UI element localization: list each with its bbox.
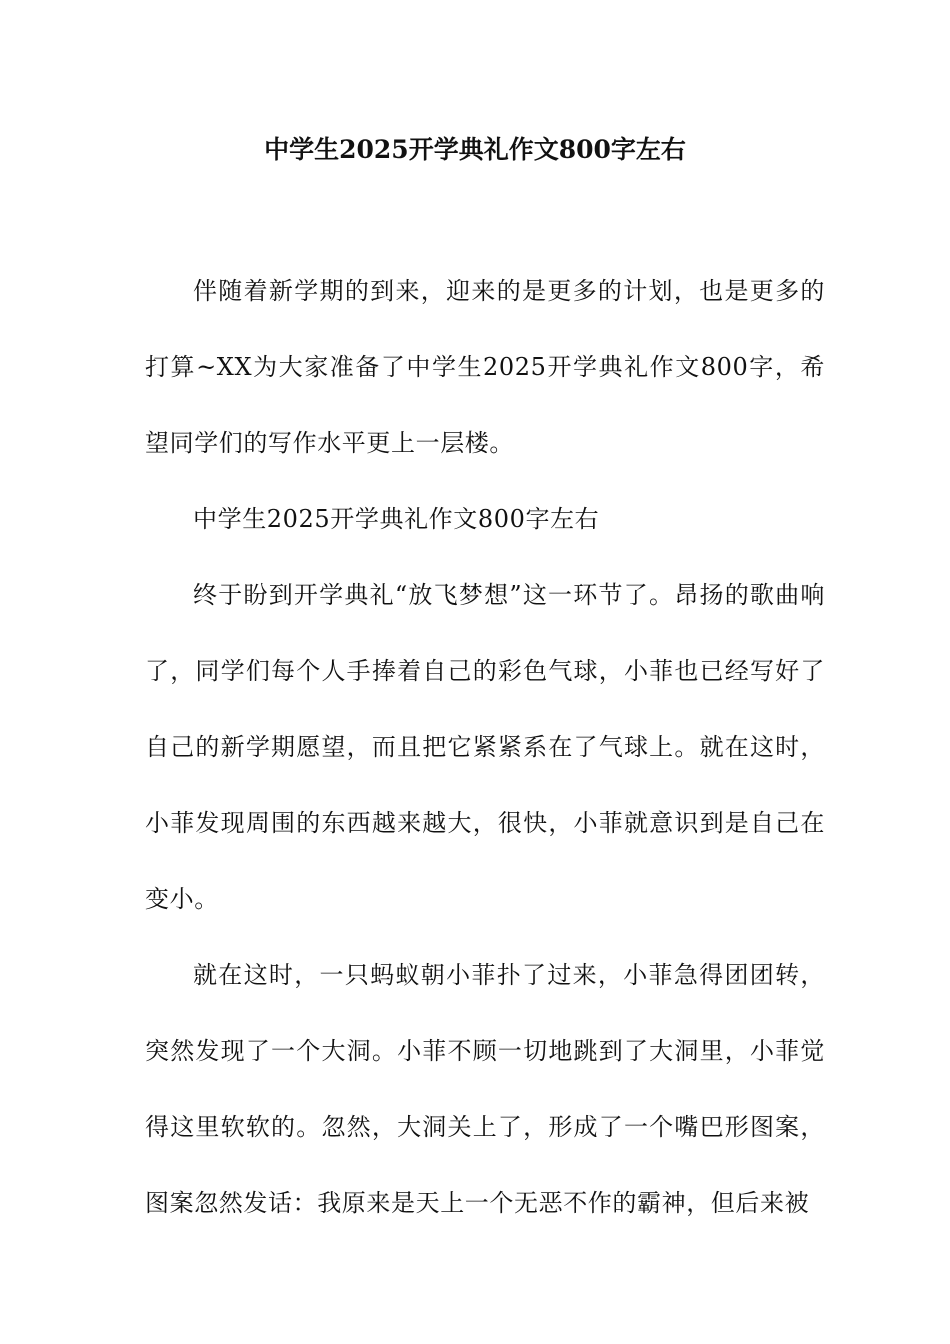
paragraph-subtitle: 中学生2025开学典礼作文800字左右 bbox=[193, 505, 600, 533]
document-title: 中学生2025开学典礼作文800字左右 bbox=[264, 135, 686, 164]
paragraph-ceremony: 终于盼到开学典礼“放飞梦想”这一环节了。昂扬的歌曲响了，同学们每个人手捧着自己的彩色气球，小菲也已经写好了自己的新学期愿望，而且把它紧紧系在了气球上。就在这时，小菲发现周围的东西越来越大，很快，小菲就意识到是自己在变小。 bbox=[145, 581, 825, 913]
paragraph-intro: 伴随着新学期的到来，迎来的是更多的计划，也是更多的打算~XX为大家准备了中学生2025开学典礼作文800字，希望同学们的写作水平更上一层楼。 bbox=[145, 277, 825, 457]
document-body bbox=[145, 253, 825, 1241]
paragraph-ant: 就在这时，一只蚂蚁朝小菲扑了过来，小菲急得团团转，突然发现了一个大洞。小菲不顾一切地跳到了大洞里，小菲觉得这里软软的。忽然，大洞关上了，形成了一个嘴巴形图案，图案忽然发话：我原来是天上一个无恶不作的霸神，但后来被 bbox=[145, 961, 825, 1217]
